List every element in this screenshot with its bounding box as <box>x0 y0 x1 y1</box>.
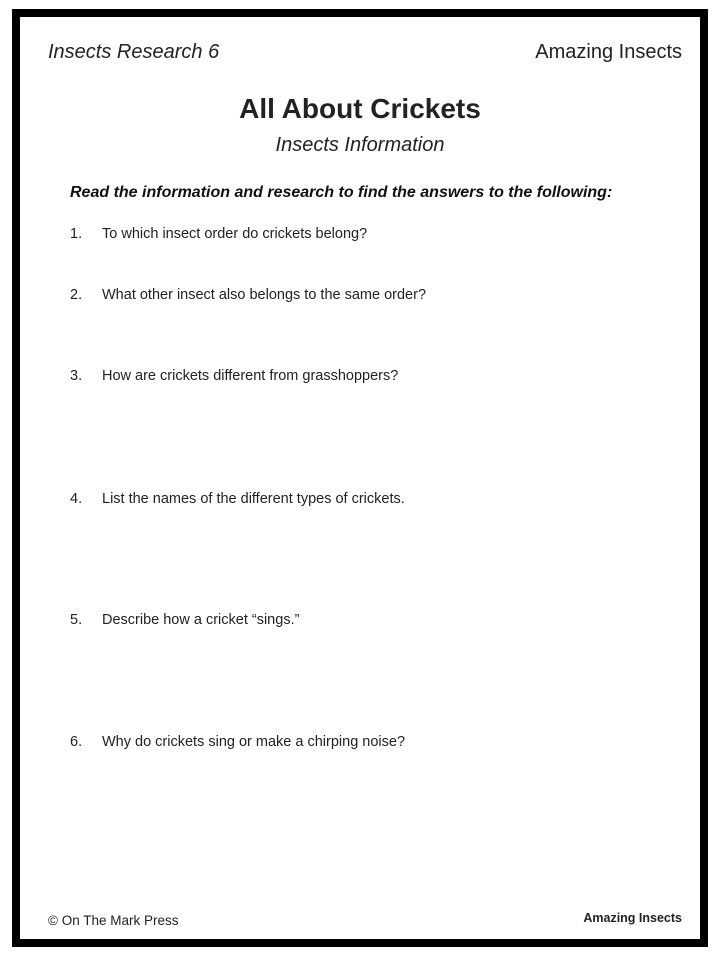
question-text: Why do crickets sing or make a chirping noise? <box>102 734 406 750</box>
header-series-label: Insects Research 6 <box>48 41 220 63</box>
question-3 <box>70 368 398 384</box>
question-text: What other insect also belongs to the same order? <box>102 287 427 303</box>
instructions: Read the information and research to find the answers to the following: <box>70 184 613 201</box>
question-4 <box>70 491 405 507</box>
footer-copyright: © On The Mark Press <box>48 913 179 928</box>
question-text: List the names of the different types of crickets. <box>102 491 405 507</box>
question-6 <box>70 734 405 750</box>
question-number: 1. <box>70 226 83 242</box>
question-number: 2. <box>70 287 83 303</box>
question-number: 4. <box>70 491 83 507</box>
header-book-title: Amazing Insects <box>535 41 682 63</box>
question-1 <box>70 226 367 242</box>
question-number: 5. <box>70 612 83 628</box>
question-text: Describe how a cricket “sings.” <box>102 612 300 628</box>
question-number: 3. <box>70 368 83 384</box>
page-title: All About Crickets <box>239 93 481 124</box>
question-2 <box>70 287 426 303</box>
page-subtitle: Insects Information <box>275 134 445 156</box>
question-text: To which insect order do crickets belong? <box>102 226 368 242</box>
question-5 <box>70 612 299 628</box>
question-text: How are crickets different from grasshoppers? <box>102 368 399 384</box>
question-number: 6. <box>70 734 83 750</box>
page-border <box>12 9 708 947</box>
footer-book-title: Amazing Insects <box>583 911 682 925</box>
